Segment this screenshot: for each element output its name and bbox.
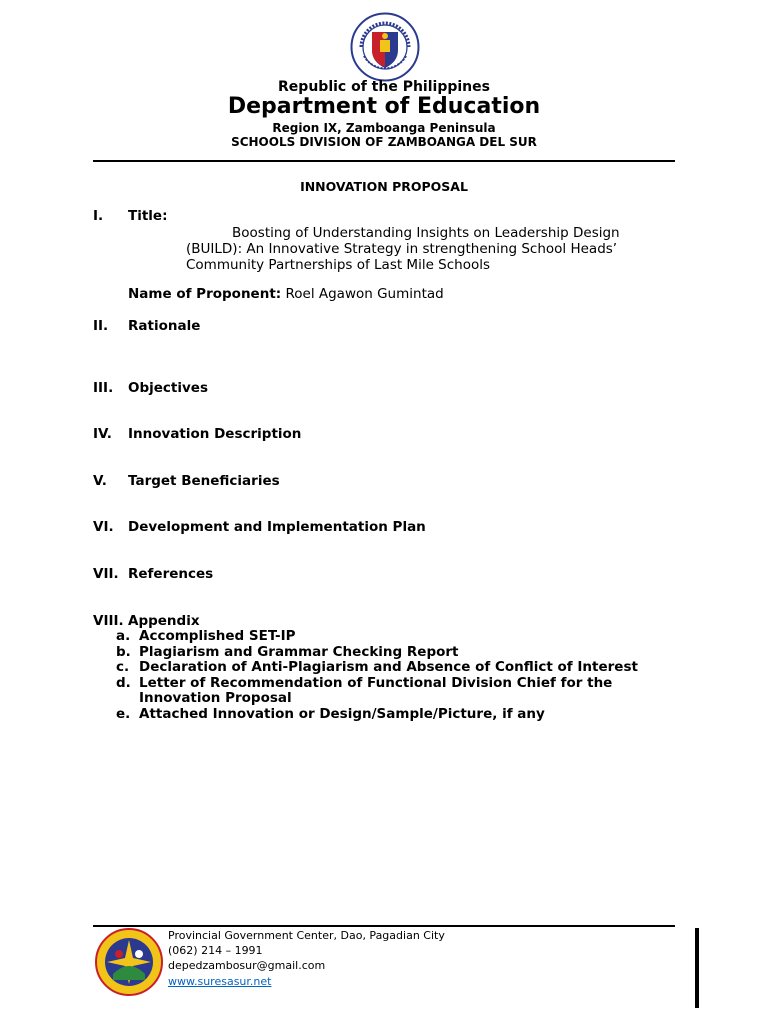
appendix-item: [116, 676, 612, 707]
section-references: [93, 566, 213, 582]
footer-phone: (062) 214 – 1991: [168, 944, 263, 957]
republic-line: Republic of the Philippines: [278, 79, 490, 95]
proposal-title-line: Community Partnerships of Last Mile Schools: [186, 257, 491, 273]
document-title: INNOVATION PROPOSAL: [300, 179, 468, 194]
header-divider: [93, 160, 675, 162]
proposal-title-line: Boosting of Understanding Insights on Leadership Design: [232, 225, 620, 241]
footer-website-link[interactable]: www.suresasur.net: [168, 975, 272, 988]
footer-address: Provincial Government Center, Dao, Pagadian City: [168, 929, 445, 942]
appendix-item: [116, 645, 459, 661]
section-label: References: [128, 566, 214, 582]
proposal-title-line: (BUILD): An Innovative Strategy in strengthening School Heads’: [186, 241, 618, 257]
section-number: II.: [93, 318, 109, 334]
proponent-label: Name of Proponent:: [128, 286, 282, 302]
appendix-text: Letter of Recommendation of Functional Division Chief for the: [139, 674, 613, 691]
section-label: Innovation Description: [128, 426, 302, 442]
section-innovation-description: [93, 426, 301, 442]
appendix-letter: d.: [116, 674, 131, 691]
section-target-beneficiaries: [93, 473, 280, 489]
footer-vertical-bar: [695, 928, 699, 1008]
appendix-text: Attached Innovation or Design/Sample/Picture, if any: [139, 706, 545, 722]
appendix-letter: c.: [116, 659, 130, 675]
appendix-letter: e.: [116, 706, 131, 722]
appendix-item: [116, 629, 296, 645]
section-appendix: [93, 613, 200, 629]
section-number: V.: [93, 473, 107, 489]
appendix-letter: b.: [116, 643, 131, 660]
section-number: VII.: [93, 566, 119, 582]
division-logo: [95, 928, 163, 996]
footer-divider: [93, 925, 675, 927]
section-title: [93, 208, 167, 224]
appendix-text: Plagiarism and Grammar Checking Report: [139, 643, 459, 660]
section-label: Title:: [128, 208, 168, 224]
section-number: VIII.: [93, 613, 124, 629]
section-rationale: [93, 318, 200, 334]
section-label: Development and Implementation Plan: [128, 519, 426, 535]
section-label: Appendix: [128, 613, 200, 629]
division-logo-graphic: [95, 928, 163, 996]
deped-seal: [350, 12, 420, 82]
section-development-plan: [93, 519, 426, 535]
appendix-text-continued: Innovation Proposal: [139, 690, 292, 706]
appendix-letter: a.: [116, 628, 131, 644]
proposal-title: [186, 225, 666, 273]
proponent-line: [128, 286, 444, 302]
deped-seal-graphic: [350, 12, 420, 82]
proponent-name: Roel Agawon Gumintad: [285, 286, 444, 302]
division-line: SCHOOLS DIVISION OF ZAMBOANGA DEL SUR: [231, 135, 537, 149]
section-number: VI.: [93, 519, 114, 535]
section-objectives: [93, 380, 208, 396]
section-number: IV.: [93, 426, 112, 442]
section-label: Rationale: [128, 318, 201, 334]
region-line: Region IX, Zamboanga Peninsula: [272, 121, 496, 135]
section-number: I.: [93, 208, 104, 224]
appendix-text: Accomplished SET-IP: [139, 628, 296, 644]
section-label: Target Beneficiaries: [128, 473, 280, 489]
footer-email: depedzambosur@gmail.com: [168, 959, 326, 972]
section-label: Objectives: [128, 380, 208, 396]
appendix-item: [116, 707, 545, 723]
department-name: Department of Education: [227, 94, 541, 119]
appendix-item: [116, 660, 638, 676]
appendix-text: Declaration of Anti-Plagiarism and Absence of Conflict of Interest: [139, 659, 638, 675]
section-number: III.: [93, 380, 114, 396]
